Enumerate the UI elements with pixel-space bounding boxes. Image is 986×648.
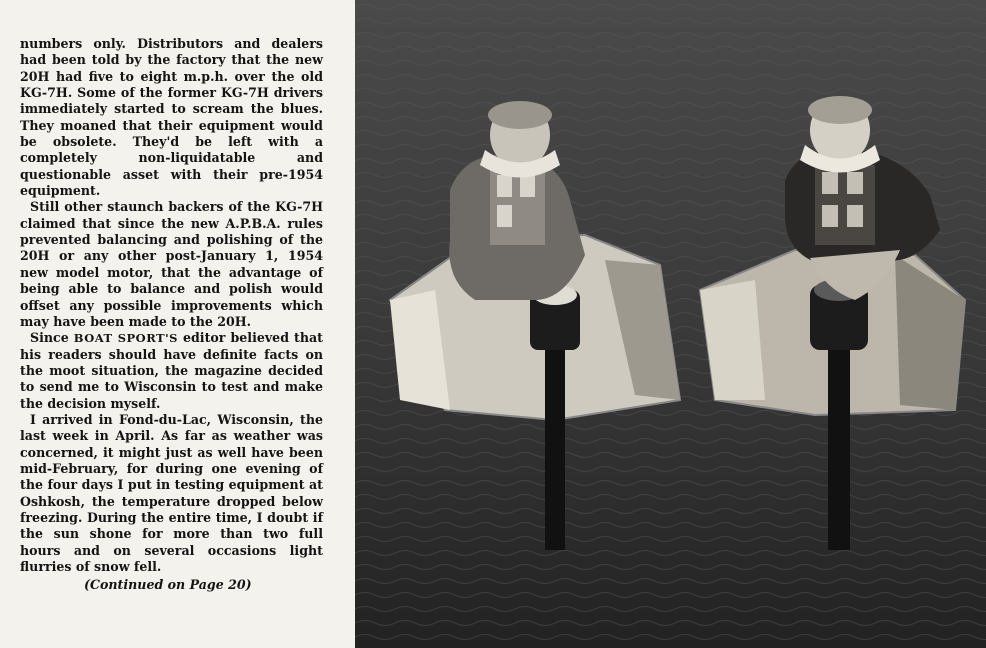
article-paragraph-2: Still other staunch backers of the KG-7H claimed that since the new A.P.B.A. rules prevented balancing and polishing of the 20H or any other post-January 1, 1954 new model motor, that the advantage of being able to balance and polish would offset any possible improvements which may have been made to the 20H. bbox=[20, 199, 323, 329]
paragraph-3-body: editor believed that his readers should have definite facts on the moot situation, the magazine decided to send me to Wisconsin to test and make the decision myself. bbox=[20, 330, 323, 411]
article-paragraph-3 bbox=[20, 330, 323, 412]
article-paragraph-4: I arrived in Fond-du-Lac, Wisconsin, the last week in April. As far as weather was concerned, it might just as well have been mid-February, for during one evening of the four days I put in testing equipment at Oshkosh, the temperature dropped below freezing. During the entire time, I doubt if the sun shone for more than two full hours and on several occasions light flurries of snow fell. bbox=[20, 411, 323, 574]
article-paragraph-1: numbers only. Distributors and dealers had been told by the factory that the new 20H had five to eight m.p.h. over the old KG-7H. Some of the former KG-7H drivers immediately started to scream the blues. They moaned that their equipment would be obsolete. They'd be left with a completely non-liquidatable and questionable asset with their pre-1954 equipment. bbox=[20, 36, 323, 199]
paragraph-3-prefix: Since bbox=[30, 330, 74, 346]
photo-hydroplanes bbox=[355, 0, 986, 648]
article-text-column bbox=[20, 36, 323, 594]
photo-illustration bbox=[355, 0, 986, 648]
continued-note: (Continued on Page 20) bbox=[84, 577, 252, 593]
magazine-name: BOAT SPORT'S bbox=[73, 331, 178, 346]
